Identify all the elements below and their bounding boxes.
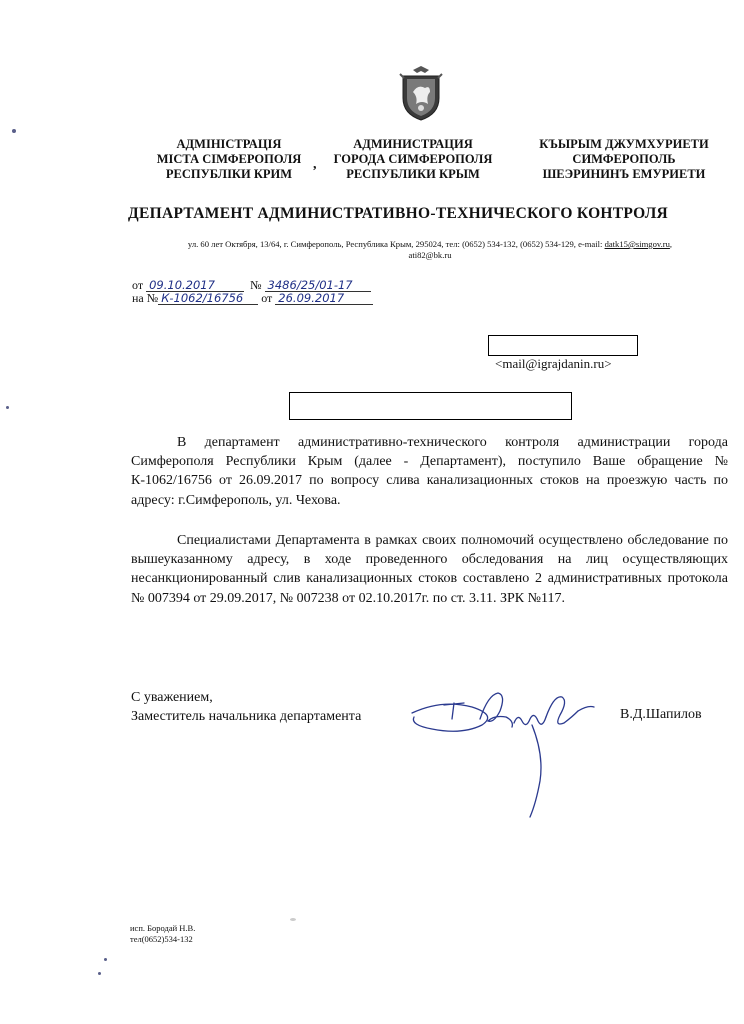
header-line: РЕСПУБЛИКИ КРЫМ [346,167,480,181]
closing-block [131,688,361,726]
signer-position: Заместитель начальника департамента [131,709,362,724]
header-russian [322,137,504,182]
outgoing-date: 09.10.2017 [146,279,244,292]
header-line: ШЕЭРИНИНЪ ЕМУРИЕТИ [542,167,706,181]
header-line: РЕСПУБЛІКИ КРИМ [165,167,293,181]
outgoing-number: 3486/25/01-17 [265,279,371,292]
executor-name: исп. Бородай Н.В. [130,923,196,933]
redacted-recipient-name [488,335,638,356]
reply-date: 26.09.2017 [275,292,373,305]
email-link[interactable]: datk15@simgov.ru [604,239,670,249]
scan-speck [6,406,9,409]
signature-icon [402,685,602,825]
body-paragraph: В департамент административно-технического контроля администрации города Симферополя Республики Крым (далее - Департамент), поступило Ваше обращение № К-1062/16756 от 26.09.2017 по вопросу слива канализационных стоков на проезжую часть по адресу: г.Симферополь, ул. Чехова. [131,435,728,508]
reply-number: К-1062/16756 [158,292,258,305]
from-label: от [132,278,144,292]
scan-speck [290,918,296,921]
email-secondary: ati82@bk.ru [408,250,452,260]
scan-speck [12,129,16,133]
scan-speck [98,972,101,975]
address-line: ул. 60 лет Октября, 13/64, г. Симферополь, Республика Крым, 295024, тел: (0652) 534-132, (0652) 534-129, e-mail: [187,239,605,249]
executor-phone: тел(0652)534-132 [130,934,193,944]
recipient-email: <mail@igrajdanin.ru> [495,356,612,371]
reply-label: на № [132,291,159,305]
scan-speck [104,958,107,961]
header-line: СИМФЕРОПОЛЬ [572,152,676,166]
redacted-recipient-address [289,392,572,420]
body-paragraph: Специалистами Департамента в рамках своих полномочий осуществлено обследование по вышеуказанному адресу, в ходе проведенного обследования на лиц осуществляющих несанкционированный слив канализационных стоков составлено 2 административных протокола № 007394 от 29.09.2017, № 007238 от 02.10.2017г. по ст. 3.11. ЗРК №117. [131,533,728,606]
header-line: АДМИНИСТРАЦИЯ [353,137,473,151]
decorative-mark: , [313,157,317,172]
executor-info [130,923,195,945]
coat-of-arms-icon [398,64,444,122]
header-line: АДМІНІСТРАЦІЯ [176,137,282,151]
header-line: КЪЫРЫМ ДЖУМХУРИЕТИ [539,137,709,151]
number-label: № [250,278,262,292]
department-title: ДЕПАРТАМЕНТ АДМИНИСТРАТИВНО-ТЕХНИЧЕСКОГО КОНТРОЛЯ [128,205,669,222]
regards-text: С уважением, [131,690,213,705]
reply-registration [132,291,373,306]
header-crimean-tatar [524,137,724,182]
department-address: ул. 60 лет Октября, 13/64, г. Симферополь, Республика Крым, 295024, тел: (0652) 534-132, (0652) 534-129, e-mail: datk15@simgov.ru, ati82@bk.ru [187,239,673,260]
reply-from-label: от [261,291,273,305]
header-ukrainian [140,137,318,182]
header-line: МІСТА СІМФЕРОПОЛЯ [156,152,302,166]
signer-name: В.Д.Шапилов [620,707,702,722]
header-line: ГОРОДА СИМФЕРОПОЛЯ [333,152,493,166]
